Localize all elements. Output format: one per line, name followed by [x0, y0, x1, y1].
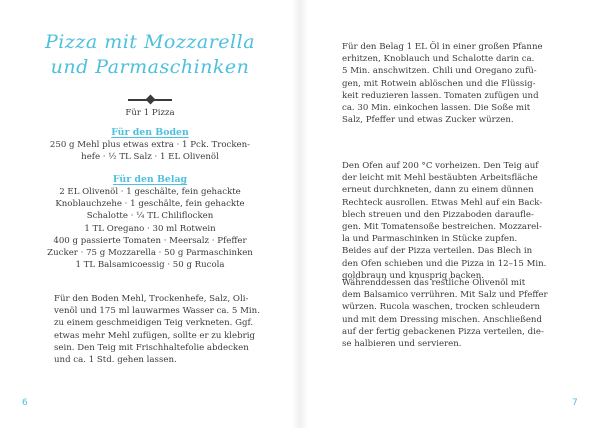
text-line: gen. Mit Tomatensoße bestreichen. Mozzarel- — [342, 222, 542, 233]
text-line: würzen. Rucola waschen, trocken schleudern — [342, 302, 540, 313]
text-line: Den Ofen auf 200 °C vorheizen. Den Teig auf — [342, 161, 539, 171]
page-number-right: 7 — [572, 398, 578, 408]
text-line: goldbraun und knusprig backen. — [342, 270, 485, 281]
text-line: se halbieren und servieren. — [342, 339, 462, 350]
diamond-ornament-icon — [146, 95, 156, 105]
text-line: und mit dem Dressing mischen. Anschließend — [342, 314, 542, 325]
text-line: keit reduzieren lassen. Tomaten zufügen und — [342, 90, 539, 101]
text-line: der leicht mit Mehl bestäubten Arbeitsfläche — [342, 173, 538, 184]
text-line: auf der fertig gebackenen Pizza verteilen, die- — [342, 326, 544, 337]
text-line: zu einem geschmeidigen Teig verkneten. Ggf. — [54, 318, 254, 329]
ingredient-line: hefe · ½ TL Salz · 1 EL Olivenöl — [81, 152, 219, 163]
text-line: Für den Belag 1 EL Öl in einer großen Pfanne — [342, 42, 543, 52]
text-line: dem Balsamico verrühren. Mit Salz und Pfeffer — [342, 290, 548, 301]
text-line: sein. Den Teig mit Frischhaltefolie abdecken — [54, 342, 249, 353]
instructions-dough — [54, 293, 268, 366]
boden-ingredients — [40, 139, 260, 163]
text-line: gen, mit Rotwein ablöschen und die Flüssig- — [342, 78, 536, 89]
ornament-divider — [128, 96, 172, 104]
ingredient-line: Zucker · 75 g Mozzarella · 50 g Parmaschinken — [47, 248, 253, 259]
title-line: Pizza mit Mozzarella — [44, 31, 256, 53]
text-line: erneut durchkneten, dann zu einem dünnen — [342, 185, 534, 196]
recipe-title — [30, 30, 270, 80]
text-line: Für den Boden Mehl, Trockenhefe, Salz, Oli- — [54, 294, 249, 304]
text-line: venöl und 175 ml lauwarmes Wasser ca. 5 Min. — [54, 306, 260, 317]
belag-ingredients — [40, 186, 260, 271]
text-line: Rechteck ausrollen. Etwas Mehl auf ein Back- — [342, 197, 543, 208]
text-line: ca. 30 Min. einkochen lassen. Die Soße mit — [342, 103, 531, 114]
instructions-serving — [342, 277, 556, 350]
ingredient-line: Schalotte · ¼ TL Chiliflocken — [86, 211, 214, 222]
text-line: 5 Min. anschwitzen. Chili und Oregano zufü- — [342, 66, 537, 77]
boden-heading: Für den Boden — [111, 127, 189, 138]
title-line: und Parmaschinken — [50, 56, 250, 78]
ingredient-line: 400 g passierte Tomaten · Meersalz · Pfeffer — [53, 235, 247, 246]
text-line: Beides auf der Pizza verteilen. Das Blech in — [342, 246, 533, 257]
ingredient-line: 250 g Mehl plus etwas extra · 1 Pck. Trocken- — [49, 140, 251, 150]
page-number-left: 6 — [22, 398, 28, 408]
servings: Für 1 Pizza — [125, 108, 175, 118]
ingredient-line: 1 TL Balsamicoessig · 50 g Rucola — [75, 260, 225, 271]
ingredient-line: 1 TL Oregano · 30 ml Rotwein — [84, 223, 216, 234]
instructions-topping — [342, 41, 556, 126]
text-line: la und Parmaschinken in Stücke zupfen. — [342, 234, 518, 245]
ingredient-line: Knoblauchzehe · 1 geschälte, fein gehackte — [55, 199, 245, 210]
belag-heading: Für den Belag — [112, 174, 188, 185]
instructions-baking — [342, 160, 556, 282]
text-line: den Ofen schieben und die Pizza in 12–15 Min. — [342, 258, 547, 269]
ingredient-line: 2 EL Olivenöl · 1 geschälte, fein gehackte — [59, 187, 241, 197]
text-line: blech streuen und den Pizzaboden daraufle- — [342, 209, 534, 220]
text-line: Salz, Pfeffer und etwas Zucker würzen. — [342, 115, 514, 126]
text-line: und ca. 1 Std. gehen lassen. — [54, 355, 177, 366]
text-line: erhitzen, Knoblauch und Schalotte darin ca. — [342, 54, 535, 65]
text-line: etwas mehr Mehl zufügen, sollte er zu klebrig — [54, 330, 256, 341]
text-line: Währenddessen das restliche Olivenöl mit — [342, 278, 526, 288]
